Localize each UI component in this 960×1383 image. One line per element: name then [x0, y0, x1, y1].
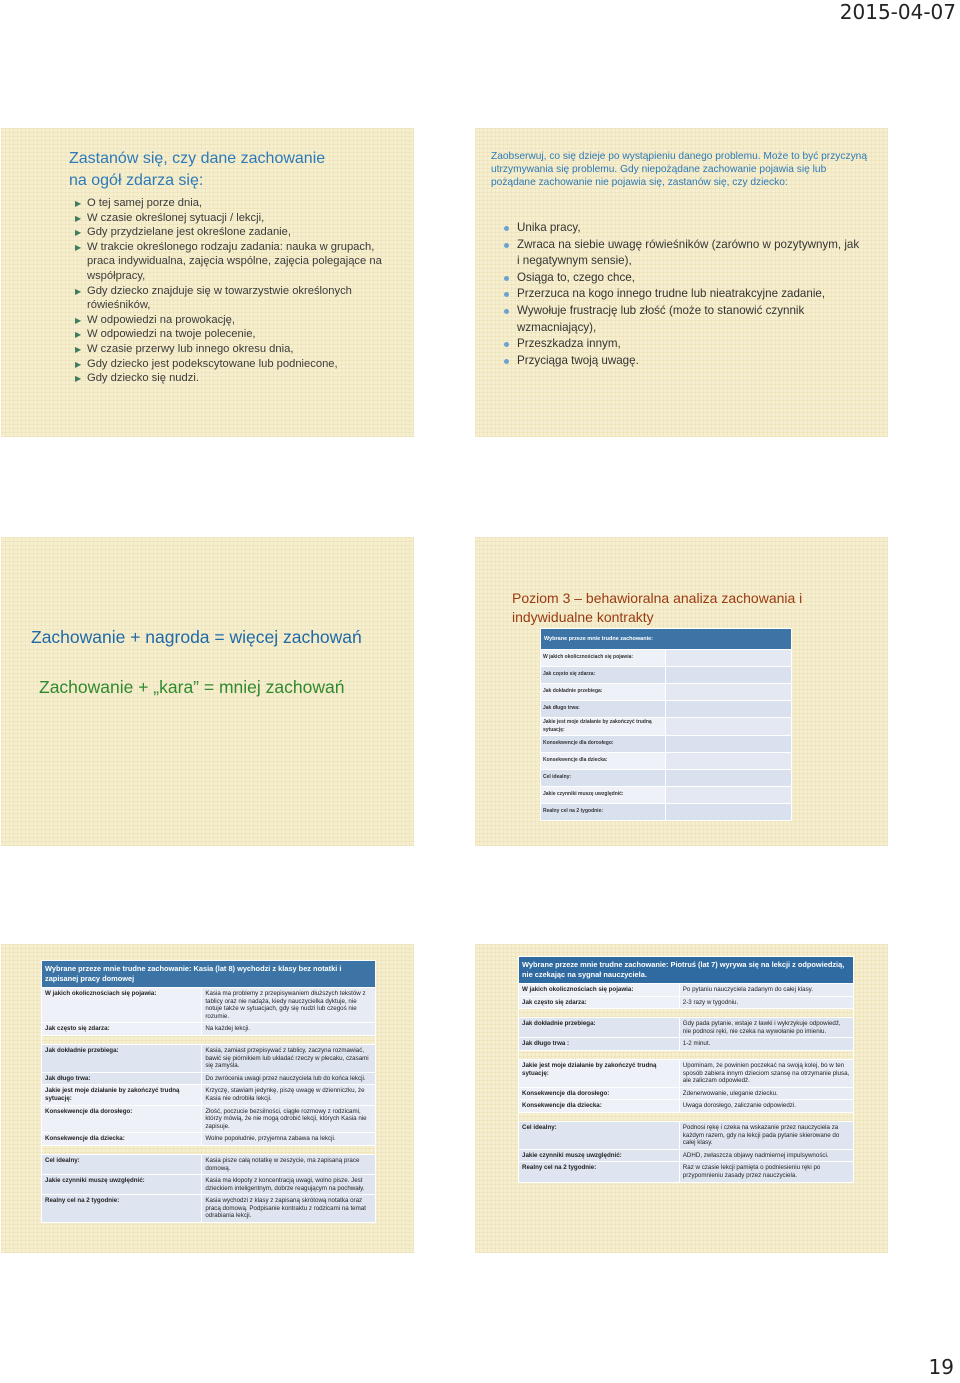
row-label: W jakich okolicznościach się pojawia:: [519, 984, 680, 997]
table-row: [519, 1087, 854, 1100]
row-label: Jak długo trwa:: [42, 1072, 202, 1085]
table-row: [42, 1195, 376, 1223]
row-value: Po pytaniu nauczyciela zadanym do całej klasy.: [679, 984, 853, 997]
list-item-text: Wywołuje frustrację lub złość (może to stanowić czynnik wzmacniający),: [517, 303, 805, 334]
list-item-text: Gdy dziecko znajduje się w towarzystwie określonych rówieśników,: [87, 284, 352, 312]
list-item: [75, 342, 405, 357]
row-label: Konsekwencje dla dziecka:: [519, 1100, 680, 1113]
row-value: Wolne popołudnie, przyjemna zabawa na lekcji.: [202, 1133, 376, 1146]
table-row: [519, 1038, 854, 1051]
table-header-cell: Wybrane przeze mnie trudne zachowanie:: [541, 629, 792, 650]
table-row: [519, 1149, 854, 1162]
row-value: [666, 787, 792, 804]
triangle-bullet-icon: ▶: [75, 344, 82, 354]
row-label: Konsekwencje dla dorosłego:: [42, 1105, 202, 1133]
row-label: Jakie jest moje działanie by zakończyć trudną sytuację:: [42, 1085, 202, 1105]
list-item: [501, 336, 861, 353]
dot-bullet-icon: [504, 292, 509, 297]
row-label: Jak dokładnie przebiega:: [42, 1044, 202, 1072]
table-spacer: [519, 1050, 854, 1059]
example-form-table: [518, 956, 854, 1183]
row-label: Konsekwencje dla dorosłego:: [541, 736, 666, 753]
list-item-text: Przerzuca na kogo innego trudne lub nieatrakcyjne zadanie,: [517, 287, 826, 301]
table-spacer: [42, 1035, 376, 1044]
row-label: Realny cel na 2 tygodnie:: [519, 1162, 680, 1182]
row-value: Uwaga dorosłego, zaliczanie odpowiedzi.: [679, 1100, 853, 1113]
reward-equation: Zachowanie + nagroda = więcej zachowań: [31, 627, 362, 647]
list-item: [75, 225, 405, 240]
row-label: Konsekwencje dla dziecka:: [541, 753, 666, 770]
row-label: Jak często się zdarza:: [519, 996, 680, 1009]
row-value: [666, 650, 792, 667]
table-row: [42, 1023, 376, 1036]
row-label: Realny cel na 2 tygodnie:: [42, 1195, 202, 1223]
row-value: [666, 701, 792, 718]
list-item: [501, 270, 861, 287]
dot-bullet-icon: [504, 359, 509, 364]
triangle-bullet-icon: ▶: [75, 286, 82, 296]
table-spacer: [519, 1009, 854, 1018]
page-number: 19: [928, 1355, 954, 1379]
list-item-text: Unika pracy,: [517, 221, 581, 234]
row-label: Jak dokładnie przebiega:: [519, 1018, 680, 1038]
row-label: W jakich okolicznościach się pojawia:: [541, 650, 666, 667]
row-value: Podnosi rękę i czeka na wskazanie przez nauczyciela za każdym razem, gdy na lekcji pada pytanie skierowane do całej klasy.: [679, 1121, 853, 1149]
slide-title-line2: na ogół zdarza się:: [69, 172, 204, 189]
list-item-text: W czasie określonej sytuacji / lekcji,: [87, 211, 265, 224]
document-date: 2015-04-07: [839, 0, 956, 24]
list-item: [75, 284, 405, 313]
table-header-cell: Wybrane przeze mnie trudne zachowanie: Piotruś (lat 7) wyrywa się na lekcji z odpowiedzią, nie czekając na sygnał nauczyciela.: [519, 957, 854, 984]
table-row: [541, 684, 792, 701]
row-label: Jak dokładnie przebiega:: [541, 684, 666, 701]
slide-title: Poziom 3 – behawioralna analiza zachowania i indywidualne kontrakty: [512, 590, 803, 625]
list-item-text: W czasie przerwy lub innego okresu dnia,: [87, 342, 294, 355]
table-row: [519, 984, 854, 997]
row-value: 1-2 minut.: [679, 1038, 853, 1051]
list-item: [75, 313, 405, 328]
row-value: Złość, poczucie bezsilności, ciągłe rozmowy z rodzicami, którzy mówią, że nie mogą odrobić lekcji, których Kasia nie zapisuje.: [202, 1105, 376, 1133]
table-row: [42, 1085, 376, 1105]
analysis-form-table: [540, 628, 792, 821]
row-value: Kasia ma problemy z przepisywaniem dłuższych tekstów z tablicy oraz nie nadąża, kiedy nauczycielka dyktuje, nie notuje także w sytuacjach, gdy się nudzi lub czegoś nie rozumie.: [202, 988, 376, 1023]
row-label: Cel idealny:: [42, 1154, 202, 1174]
list-item-text: W odpowiedzi na twoje polecenie,: [87, 328, 256, 341]
row-label: Jak często się zdarza:: [42, 1023, 202, 1036]
row-label: Jakie czynniki muszę uwzględnić:: [541, 787, 666, 804]
triangle-bullet-icon: ▶: [75, 228, 82, 238]
triangle-bullet-icon: ▶: [75, 199, 82, 208]
table-row: [519, 1100, 854, 1113]
slide-example-kasia: [1, 944, 414, 1253]
slide-behavior-timing: [1, 128, 414, 437]
row-value: ADHD, zwłaszcza objawy nadmiernej impulsywności.: [679, 1149, 853, 1162]
table-row: [42, 1105, 376, 1133]
row-value: [666, 770, 792, 787]
table-row: [42, 988, 376, 1023]
row-value: Krzyczę, stawiam jedynkę, piszę uwagę w dzienniczku, że Kasia nie odrobiła lekcji.: [202, 1085, 376, 1105]
row-label: Cel idealny:: [541, 770, 666, 787]
table-row: [519, 1162, 854, 1182]
row-value: [666, 736, 792, 753]
row-value: 2-3 razy w tygodniu.: [679, 996, 853, 1009]
row-value: Kasia ma kłopoty z koncentracją uwagi, wolno pisze. Jest dzieckiem inteligentnym, dobrze reagującym na pochwały.: [202, 1175, 376, 1195]
table-row: [541, 650, 792, 667]
list-item-text: Zwraca na siebie uwagę rówieśników (zarówno w pozytywnym, jak i negatywnym sensie),: [517, 237, 860, 268]
list-item: [501, 237, 861, 270]
bullet-list: [75, 196, 405, 386]
table-spacer: [519, 1112, 854, 1121]
row-label: Realny cel na 2 tygodnie:: [541, 804, 666, 821]
table-row: [42, 1154, 376, 1174]
table-header-row: [42, 961, 376, 988]
list-item: [75, 371, 405, 386]
list-item-text: Gdy przydzielane jest określone zadanie,: [87, 226, 291, 239]
table-row: [519, 1121, 854, 1149]
table-row: [541, 753, 792, 770]
list-item: [501, 220, 861, 237]
row-value: [666, 718, 792, 736]
row-label: Cel idealny:: [519, 1121, 680, 1149]
row-label: Jakie jest moje działanie by zakończyć trudną sytuację:: [519, 1059, 680, 1087]
slide-behavior-consequences: [475, 128, 888, 437]
list-item: [75, 240, 405, 284]
example-form-table: [41, 960, 376, 1223]
slide-title: [69, 148, 369, 192]
dot-bullet-icon: [504, 342, 509, 347]
slide-title-line1: Zastanów się, czy dane zachowanie: [69, 150, 326, 167]
table-row: [541, 804, 792, 821]
row-label: Jak często się zdarza:: [541, 667, 666, 684]
row-value: [666, 753, 792, 770]
row-label: Jakie jest moje działanie by zakończyć trudną sytuację:: [541, 718, 666, 736]
triangle-bullet-icon: ▶: [75, 315, 82, 325]
row-value: Kasia, zamiast przepisywać z tablicy, zaczyna rozmawiać, bawić się piórnikiem lub układać rzeczy w plecaku, czasami się zamyśla.: [202, 1044, 376, 1072]
table-row: [42, 1072, 376, 1085]
list-item-text: Osiąga to, czego chce,: [517, 270, 635, 284]
list-item-text: W odpowiedzi na prowokację,: [87, 313, 235, 326]
row-label: Konsekwencje dla dorosłego:: [519, 1087, 680, 1100]
list-item-text: Przyciąga twoją uwagę.: [517, 353, 639, 367]
table-row: [541, 718, 792, 736]
table-row: [519, 1059, 854, 1087]
table-header-cell: Wybrane przeze mnie trudne zachowanie: Kasia (lat 8) wychodzi z klasy bez notatki i zapisanej pracy domowej: [42, 961, 376, 988]
list-item-text: Gdy dziecko jest podekscytowane lub podniecone,: [87, 357, 338, 370]
triangle-bullet-icon: ▶: [75, 213, 82, 223]
list-item: [501, 353, 861, 370]
row-value: Na każdej lekcji.: [202, 1023, 376, 1036]
table-row: [541, 770, 792, 787]
slide-reward-formula: [1, 537, 414, 846]
table-row: [519, 1018, 854, 1038]
slide-example-piotrus: [475, 944, 888, 1253]
row-label: Konsekwencje dla dziecka:: [42, 1133, 202, 1146]
row-label: Jak długo trwa:: [541, 701, 666, 718]
table-row: [519, 996, 854, 1009]
table-header-row: [519, 957, 854, 984]
table-row: [541, 667, 792, 684]
slide-title: Zaobserwuj, co się dzieje po wystąpieniu danego problemu. Może to być przyczyną utrzymywania się problemu. Gdy niepożądane zachowanie pojawia się lub pożądane zachowanie nie pojawia się, zastanów się, czy dziecko:: [491, 151, 868, 188]
triangle-bullet-icon: ▶: [75, 330, 82, 340]
table-row: [541, 787, 792, 804]
list-item: [75, 357, 405, 372]
list-item: [75, 211, 405, 226]
table-header-row: [541, 629, 792, 650]
row-label: Jakie czynniki muszę uwzględnić:: [519, 1149, 680, 1162]
dot-bullet-icon: [504, 243, 509, 248]
list-item-text: O tej samej porze dnia,: [87, 197, 203, 209]
punishment-equation: Zachowanie + „kara” = mniej zachowań: [39, 677, 345, 697]
table-row: [541, 736, 792, 753]
table-row: [42, 1175, 376, 1195]
dot-bullet-icon: [504, 309, 509, 314]
triangle-bullet-icon: ▶: [75, 374, 82, 384]
table-spacer: [42, 1145, 376, 1154]
row-value: Gdy pada pytanie, wstaje z ławki i wykrzykuje odpowiedź, nie podnosi ręki, nie czeka na wywołanie po imieniu.: [679, 1018, 853, 1038]
row-label: Jak długo trwa :: [519, 1038, 680, 1051]
triangle-bullet-icon: ▶: [75, 359, 82, 369]
list-item-text: W trakcie określonego rodzaju zadania: nauka w grupach, praca indywidualna, zajęcia wspólne, zajęcia polegające na współpracy,: [87, 240, 382, 282]
list-item-text: Gdy dziecko się nudzi.: [87, 372, 199, 385]
dot-bullet-icon: [504, 226, 509, 231]
dot-bullet-icon: [504, 276, 509, 281]
row-value: Kasia pisze całą notatkę w zeszycie, ma zapisaną prace domową.: [202, 1154, 376, 1174]
list-item: [75, 196, 405, 211]
row-label: Jakie czynniki muszę uwzględnić:: [42, 1175, 202, 1195]
list-item: [75, 327, 405, 342]
row-value: [666, 684, 792, 701]
list-item: [501, 286, 861, 303]
row-value: Do zwrócenia uwagi przez nauczyciela lub do końca lekcji.: [202, 1072, 376, 1085]
table-row: [541, 701, 792, 718]
bullet-list: [501, 220, 861, 369]
row-value: Upominam, że powinien poczekać na swoją kolej, bo w ten sposób zabiera innym dzieciom szansę na otrzymanie plusa, ale zaliczam odpowiedź.: [679, 1059, 853, 1087]
row-value: Raz w czasie lekcji pamięta o podniesieniu ręki po przypomnieniu zasady przez nauczyciela.: [679, 1162, 853, 1182]
row-value: Zdenerwowanie, uleganie dziecku.: [679, 1087, 853, 1100]
list-item: [501, 303, 861, 336]
list-item-text: Przeszkadza innym,: [517, 337, 621, 351]
slide-behavior-analysis-form: [475, 537, 888, 846]
row-value: [666, 667, 792, 684]
row-value: [666, 804, 792, 821]
triangle-bullet-icon: ▶: [75, 242, 82, 252]
row-value: Kasia wychodzi z klasy z zapisaną skrótową notatka oraz pracą domową. Podpisanie kontraktu z rodzicami na temat odrabiania lekcji.: [202, 1195, 376, 1223]
table-row: [42, 1044, 376, 1072]
table-row: [42, 1133, 376, 1146]
row-label: W jakich okolicznościach się pojawia:: [42, 988, 202, 1023]
